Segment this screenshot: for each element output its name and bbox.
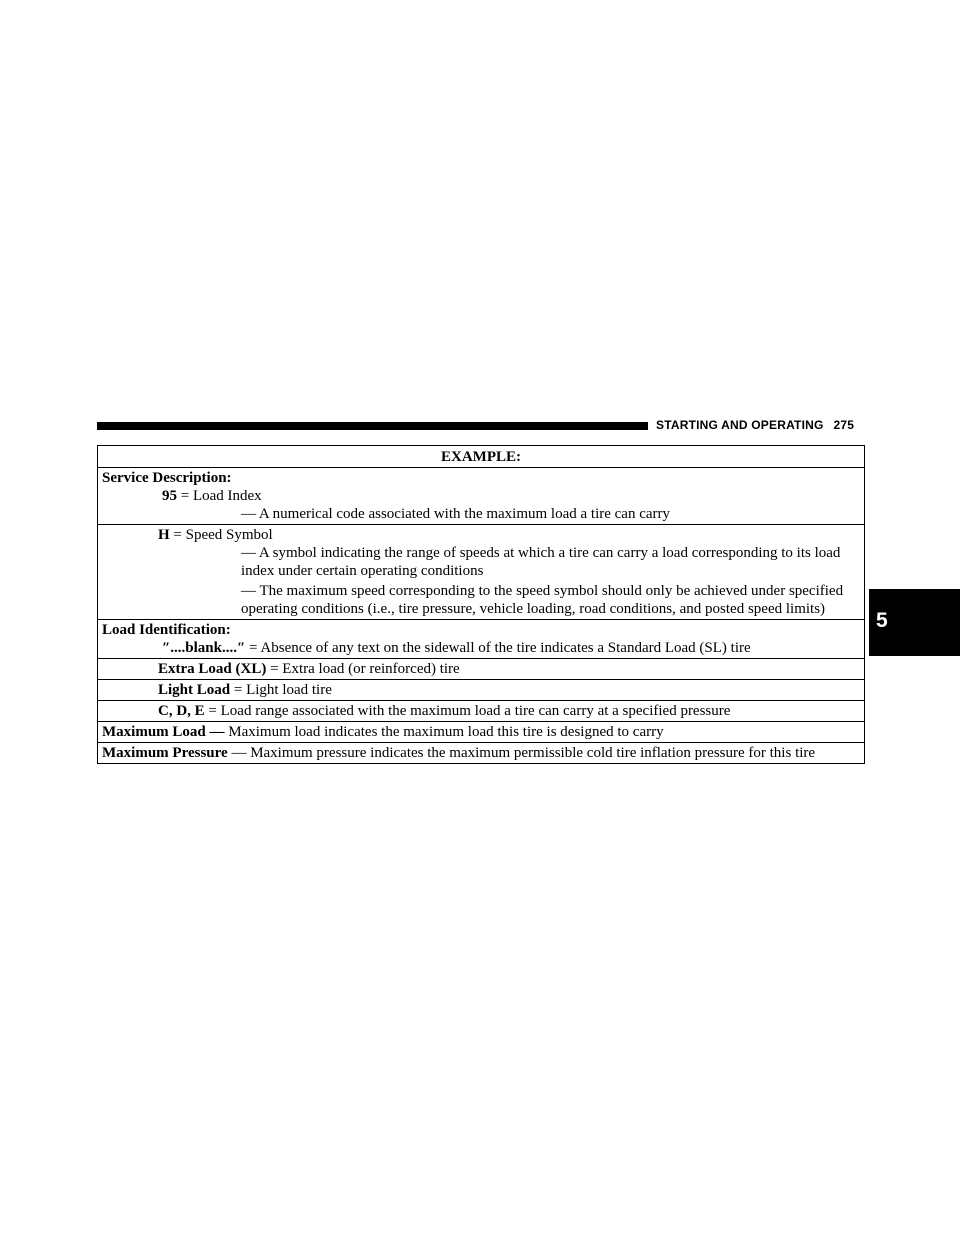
speed-symbol-note: — The maximum speed corresponding to the speed symbol should only be achieved under specified operating conditions (i.e., tire pressure, vehicle loading, road conditions, and posted speed limits): [241, 583, 844, 617]
section-title: STARTING AND OPERATING: [656, 418, 824, 432]
service-description-heading: Service Description:: [102, 470, 232, 486]
load-id-text: = Extra load (or reinforced) tire: [270, 661, 460, 677]
chapter-number: 5: [876, 609, 888, 632]
table-row: [98, 467, 864, 524]
load-id-item: [98, 700, 864, 721]
running-header: [656, 418, 854, 432]
maximum-load-row: [98, 721, 864, 742]
speed-symbol-line: [98, 526, 864, 544]
table-row: [98, 619, 864, 658]
speed-symbol-label: = Speed Symbol: [173, 527, 273, 543]
load-id-text: = Load range associated with the maximum load a tire can carry at a specified pressure: [208, 703, 731, 719]
load-index-line: [102, 487, 864, 505]
table-row: [98, 524, 864, 619]
maximum-load-term: Maximum Load —: [102, 724, 225, 740]
maximum-pressure-term: Maximum Pressure: [102, 745, 228, 761]
page-number: 275: [833, 418, 855, 432]
load-id-term: Extra Load (XL): [158, 661, 267, 677]
load-id-text: = Absence of any text on the sidewall of the tire indicates a Standard Load (SL) tire: [249, 640, 751, 656]
load-id-text: = Light load tire: [233, 682, 332, 698]
header-rule: [97, 422, 648, 430]
load-index-code: 95: [162, 488, 177, 504]
speed-symbol-description: — A symbol indicating the range of speeds at which a tire can carry a load corresponding to its load index under certain operating conditions: [241, 545, 841, 579]
maximum-pressure-text: — Maximum pressure indicates the maximum permissible cold tire inflation pressure for this tire: [231, 745, 816, 761]
speed-symbol-code: H: [158, 527, 170, 543]
chapter-tab: [869, 589, 960, 656]
load-index-label: = Load Index: [180, 488, 262, 504]
maximum-pressure-row: [98, 742, 864, 763]
load-id-item: [98, 658, 864, 679]
load-id-term: ″....blank....″: [162, 640, 246, 656]
load-id-term: C, D, E: [158, 703, 205, 719]
load-identification-heading: Load Identification:: [102, 622, 231, 638]
maximum-load-text: Maximum load indicates the maximum load this tire is designed to carry: [228, 724, 664, 740]
load-id-term: Light Load: [158, 682, 231, 698]
table-title: EXAMPLE:: [441, 449, 521, 465]
load-index-description: — A numerical code associated with the maximum load a tire can carry: [241, 506, 671, 522]
load-id-item: [102, 639, 864, 657]
load-id-item: [98, 679, 864, 700]
tire-code-table: [97, 445, 865, 764]
